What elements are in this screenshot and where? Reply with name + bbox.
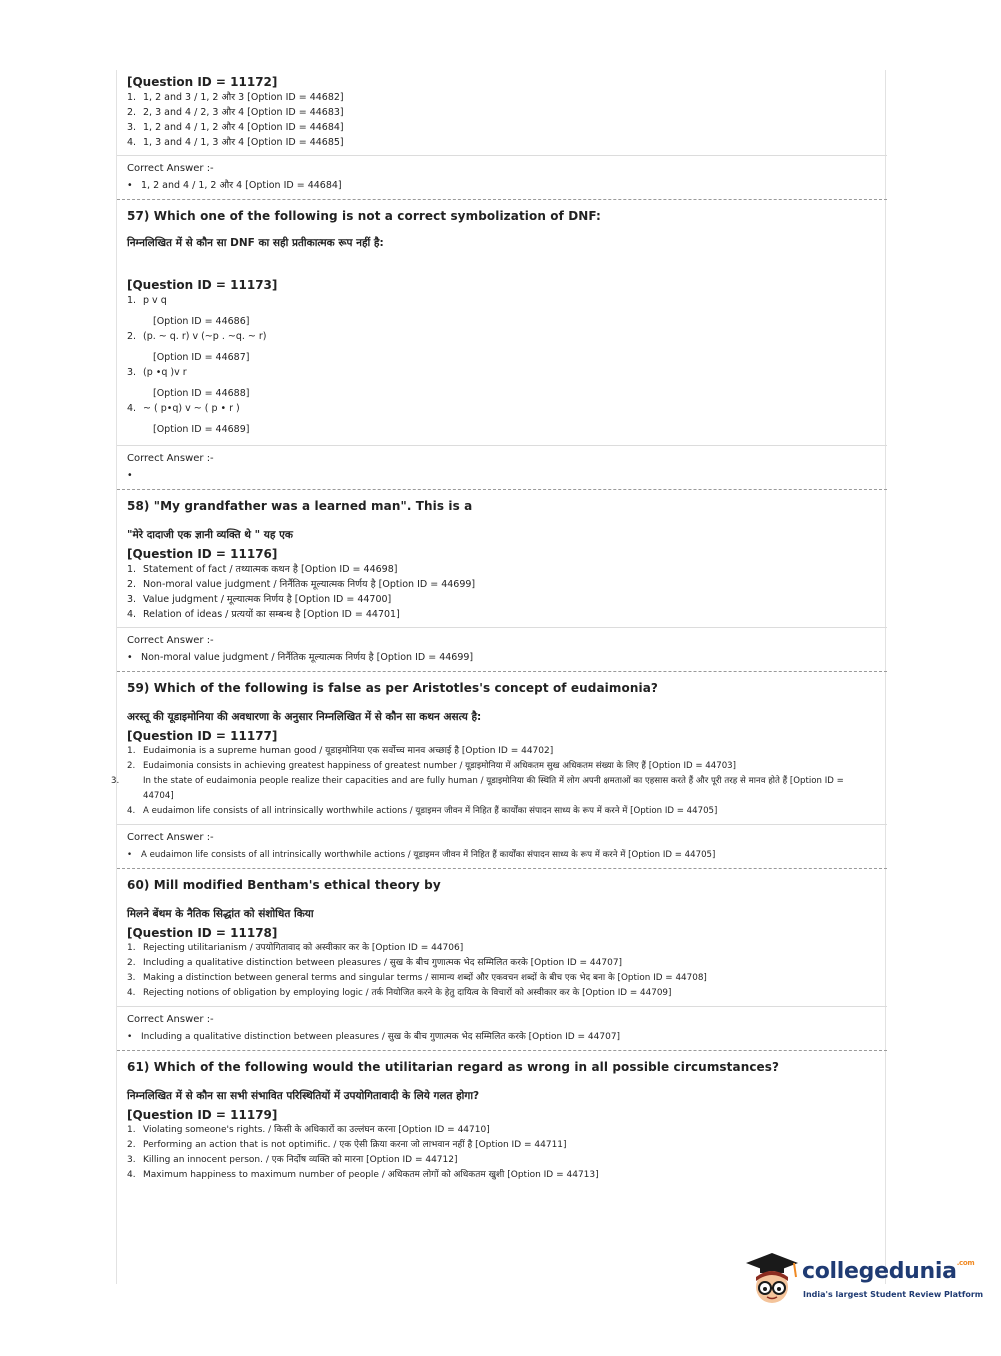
option-item: 3. In the state of eudaimonia people realize their capacities and are fully human / यूडाइमोनिया की स्थिति में लोग अपनी क्षमताओं का एहसास करते हैं और पूरी तरह से मानव होते हैं [Option ID = 44704] <box>111 776 844 801</box>
document-page <box>111 70 886 1284</box>
option-item: 3. Making a distinction between general terms and singular terms / सामान्य शब्दों और एकवचन शब्दों के बीच एक भेद बना के [Option ID = 44708] <box>127 973 707 983</box>
option-id: [Option ID = 44688] <box>153 388 250 399</box>
question-divider <box>117 489 887 490</box>
correct-answer: • Non-moral value judgment / निर्नैतिक मूल्यात्मक निर्णय है [Option ID = 44699] <box>127 652 474 663</box>
option-item: 1. Statement of fact / तथ्यात्मक कथन है [Option ID = 44698] <box>127 564 398 575</box>
option-item: 2. Including a qualitative distinction between pleasures / सुख के बीच गुणात्मक भेद सम्मिलित करके [Option ID = 44707] <box>127 958 623 968</box>
option-item: 3. Value judgment / मूल्यात्मक निर्णय है [Option ID = 44700] <box>127 594 392 605</box>
option-item: 4. Rejecting notions of obligation by employing logic / तर्क नियोजित करने के हेतु दायित्व के विचारों को अस्वीकार कर के [Option ID = 44709] <box>127 988 672 998</box>
question-divider <box>117 868 887 869</box>
collegedunia-logo[interactable] <box>742 1251 984 1311</box>
correct-answer-label: Correct Answer :- <box>127 832 214 843</box>
correct-answer-label: Correct Answer :- <box>127 453 214 464</box>
logo-tagline: India's largest Student Review Platform <box>803 1290 984 1299</box>
question-hindi: निम्नलिखित में से कौन सा सभी संभावित परिस्थितियों में उपयोगितावादी के लिये गलत होगा? <box>127 1090 480 1102</box>
correct-answer-label: Correct Answer :- <box>127 1014 214 1025</box>
question-divider <box>117 671 887 672</box>
divider <box>117 445 887 446</box>
question-id: [Question ID = 11177] <box>127 729 278 743</box>
option-item: 3. Killing an innocent person. / एक निर्दोष व्यक्ति को मारना [Option ID = 44712] <box>127 1155 458 1165</box>
page-content <box>111 74 882 1183</box>
option-item: 4. Relation of ideas / प्रत्ययों का सम्बन्ध है [Option ID = 44701] <box>127 609 400 620</box>
correct-answer: • A eudaimon life consists of all intrinsically worthwhile actions / यूडाइमन जीवन में निहित हैं कार्योंका संपादन साध्य के रूप में करने में [Option ID = 44705] <box>127 850 716 860</box>
correct-answer: • 1, 2 and 4 / 1, 2 और 4 [Option ID = 44684] <box>127 180 342 191</box>
correct-answer-label: Correct Answer :- <box>127 635 214 646</box>
option-id: [Option ID = 44689] <box>153 424 250 435</box>
divider <box>117 155 887 156</box>
mascot-icon <box>742 1251 804 1311</box>
option-item: 4. 1, 3 and 4 / 1, 3 और 4 [Option ID = 44685] <box>127 137 344 148</box>
option-item: 1. Violating someone's rights. / किसी के अधिकारों का उल्लंघन करना [Option ID = 44710] <box>127 1125 490 1135</box>
option-item: 2. Eudaimonia consists in achieving greatest happiness of greatest number / यूडाइमोनिया में अधिकतम सुख अधिकतम संख्या के लिए हैं [Option ID = 44703] <box>127 761 736 771</box>
option-item: 4. A eudaimon life consists of all intrinsically worthwhile actions / यूडाइमन जीवन में निहित हैं कार्योंका संपादन साध्य के रूप में करने में [Option ID = 44705] <box>127 806 718 816</box>
logo-wordmark: collegedunia$^{.com}$ <box>802 1259 975 1284</box>
option-item: 2. Performing an action that is not optimific. / एक ऐसी क्रिया करना जो लाभवान नहीं है [Option ID = 44711] <box>127 1140 567 1150</box>
divider <box>117 824 887 825</box>
correct-answer: • Including a qualitative distinction between pleasures / सुख के बीच गुणात्मक भेद सम्मिलित करके [Option ID = 44707] <box>127 1032 621 1042</box>
option-item: 2. Non-moral value judgment / निर्नैतिक मूल्यात्मक निर्णय है [Option ID = 44699] <box>127 579 476 590</box>
question-title: 57) Which one of the following is not a correct symbolization of DNF: <box>127 209 601 223</box>
question-hindi: मिलने बेंथम के नैतिक सिद्धांत को संशोधित किया <box>127 908 314 920</box>
option-item: 1. Eudaimonia is a supreme human good / यूडाइमोनिया एक सर्वोच्च मानव अच्छाई है [Option ID = 44702] <box>127 746 554 756</box>
question-title: 59) Which of the following is false as per Aristotles's concept of eudaimonia? <box>127 681 658 695</box>
correct-answer: • <box>127 470 133 481</box>
option-id: [Option ID = 44686] <box>153 316 250 327</box>
option-item: 4. Maximum happiness to maximum number of people / अधिकतम लोगों को अधिकतम खुशी [Option ID = 44713] <box>127 1170 599 1180</box>
correct-answer-label: Correct Answer :- <box>127 163 214 174</box>
question-divider <box>117 1050 887 1051</box>
question-id: [Question ID = 11179] <box>127 1108 278 1122</box>
question-hindi: अरस्तू की यूडाइमोनिया की अवधारणा के अनुसार निम्नलिखित में से कौन सा कथन असत्य है: <box>127 711 482 723</box>
question-title: 60) Mill modified Bentham's ethical theory by <box>127 878 441 892</box>
option-item: 3. 1, 2 and 4 / 1, 2 और 4 [Option ID = 44684] <box>127 122 344 133</box>
option-item: 1. p v q <box>127 295 167 306</box>
question-id: [Question ID = 11176] <box>127 547 278 561</box>
option-item: 2. (p. ~ q. r) v (~p . ~q. ~ r) <box>127 331 267 342</box>
question-id: [Question ID = 11173] <box>127 278 278 292</box>
divider <box>117 627 887 628</box>
question-hindi: "मेरे दादाजी एक ज्ञानी व्यक्ति थे " यह एक <box>127 529 293 541</box>
question-id: [Question ID = 11178] <box>127 926 278 940</box>
question-hindi: निम्नलिखित में से कौन सा DNF का सही प्रतीकात्मक रूप नहीं है: <box>127 237 384 249</box>
question-divider <box>117 199 887 200</box>
option-item: 1. Rejecting utilitarianism / उपयोगितावाद को अस्वीकार कर के [Option ID = 44706] <box>127 943 464 953</box>
option-id: [Option ID = 44687] <box>153 352 250 363</box>
option-item: 1. 1, 2 and 3 / 1, 2 और 3 [Option ID = 44682] <box>127 92 344 103</box>
question-title: 58) "My grandfather was a learned man". This is a <box>127 499 473 513</box>
divider <box>117 1006 887 1007</box>
option-item: 4. ~ ( p•q) v ~ ( p • r ) <box>127 403 240 414</box>
option-item: 2. 2, 3 and 4 / 2, 3 और 4 [Option ID = 44683] <box>127 107 344 118</box>
question-title: 61) Which of the following would the utilitarian regard as wrong in all possible circumstances? <box>127 1060 780 1074</box>
question-id: [Question ID = 11172] <box>127 75 278 89</box>
option-item: 3. (p •q )v r <box>127 367 187 378</box>
